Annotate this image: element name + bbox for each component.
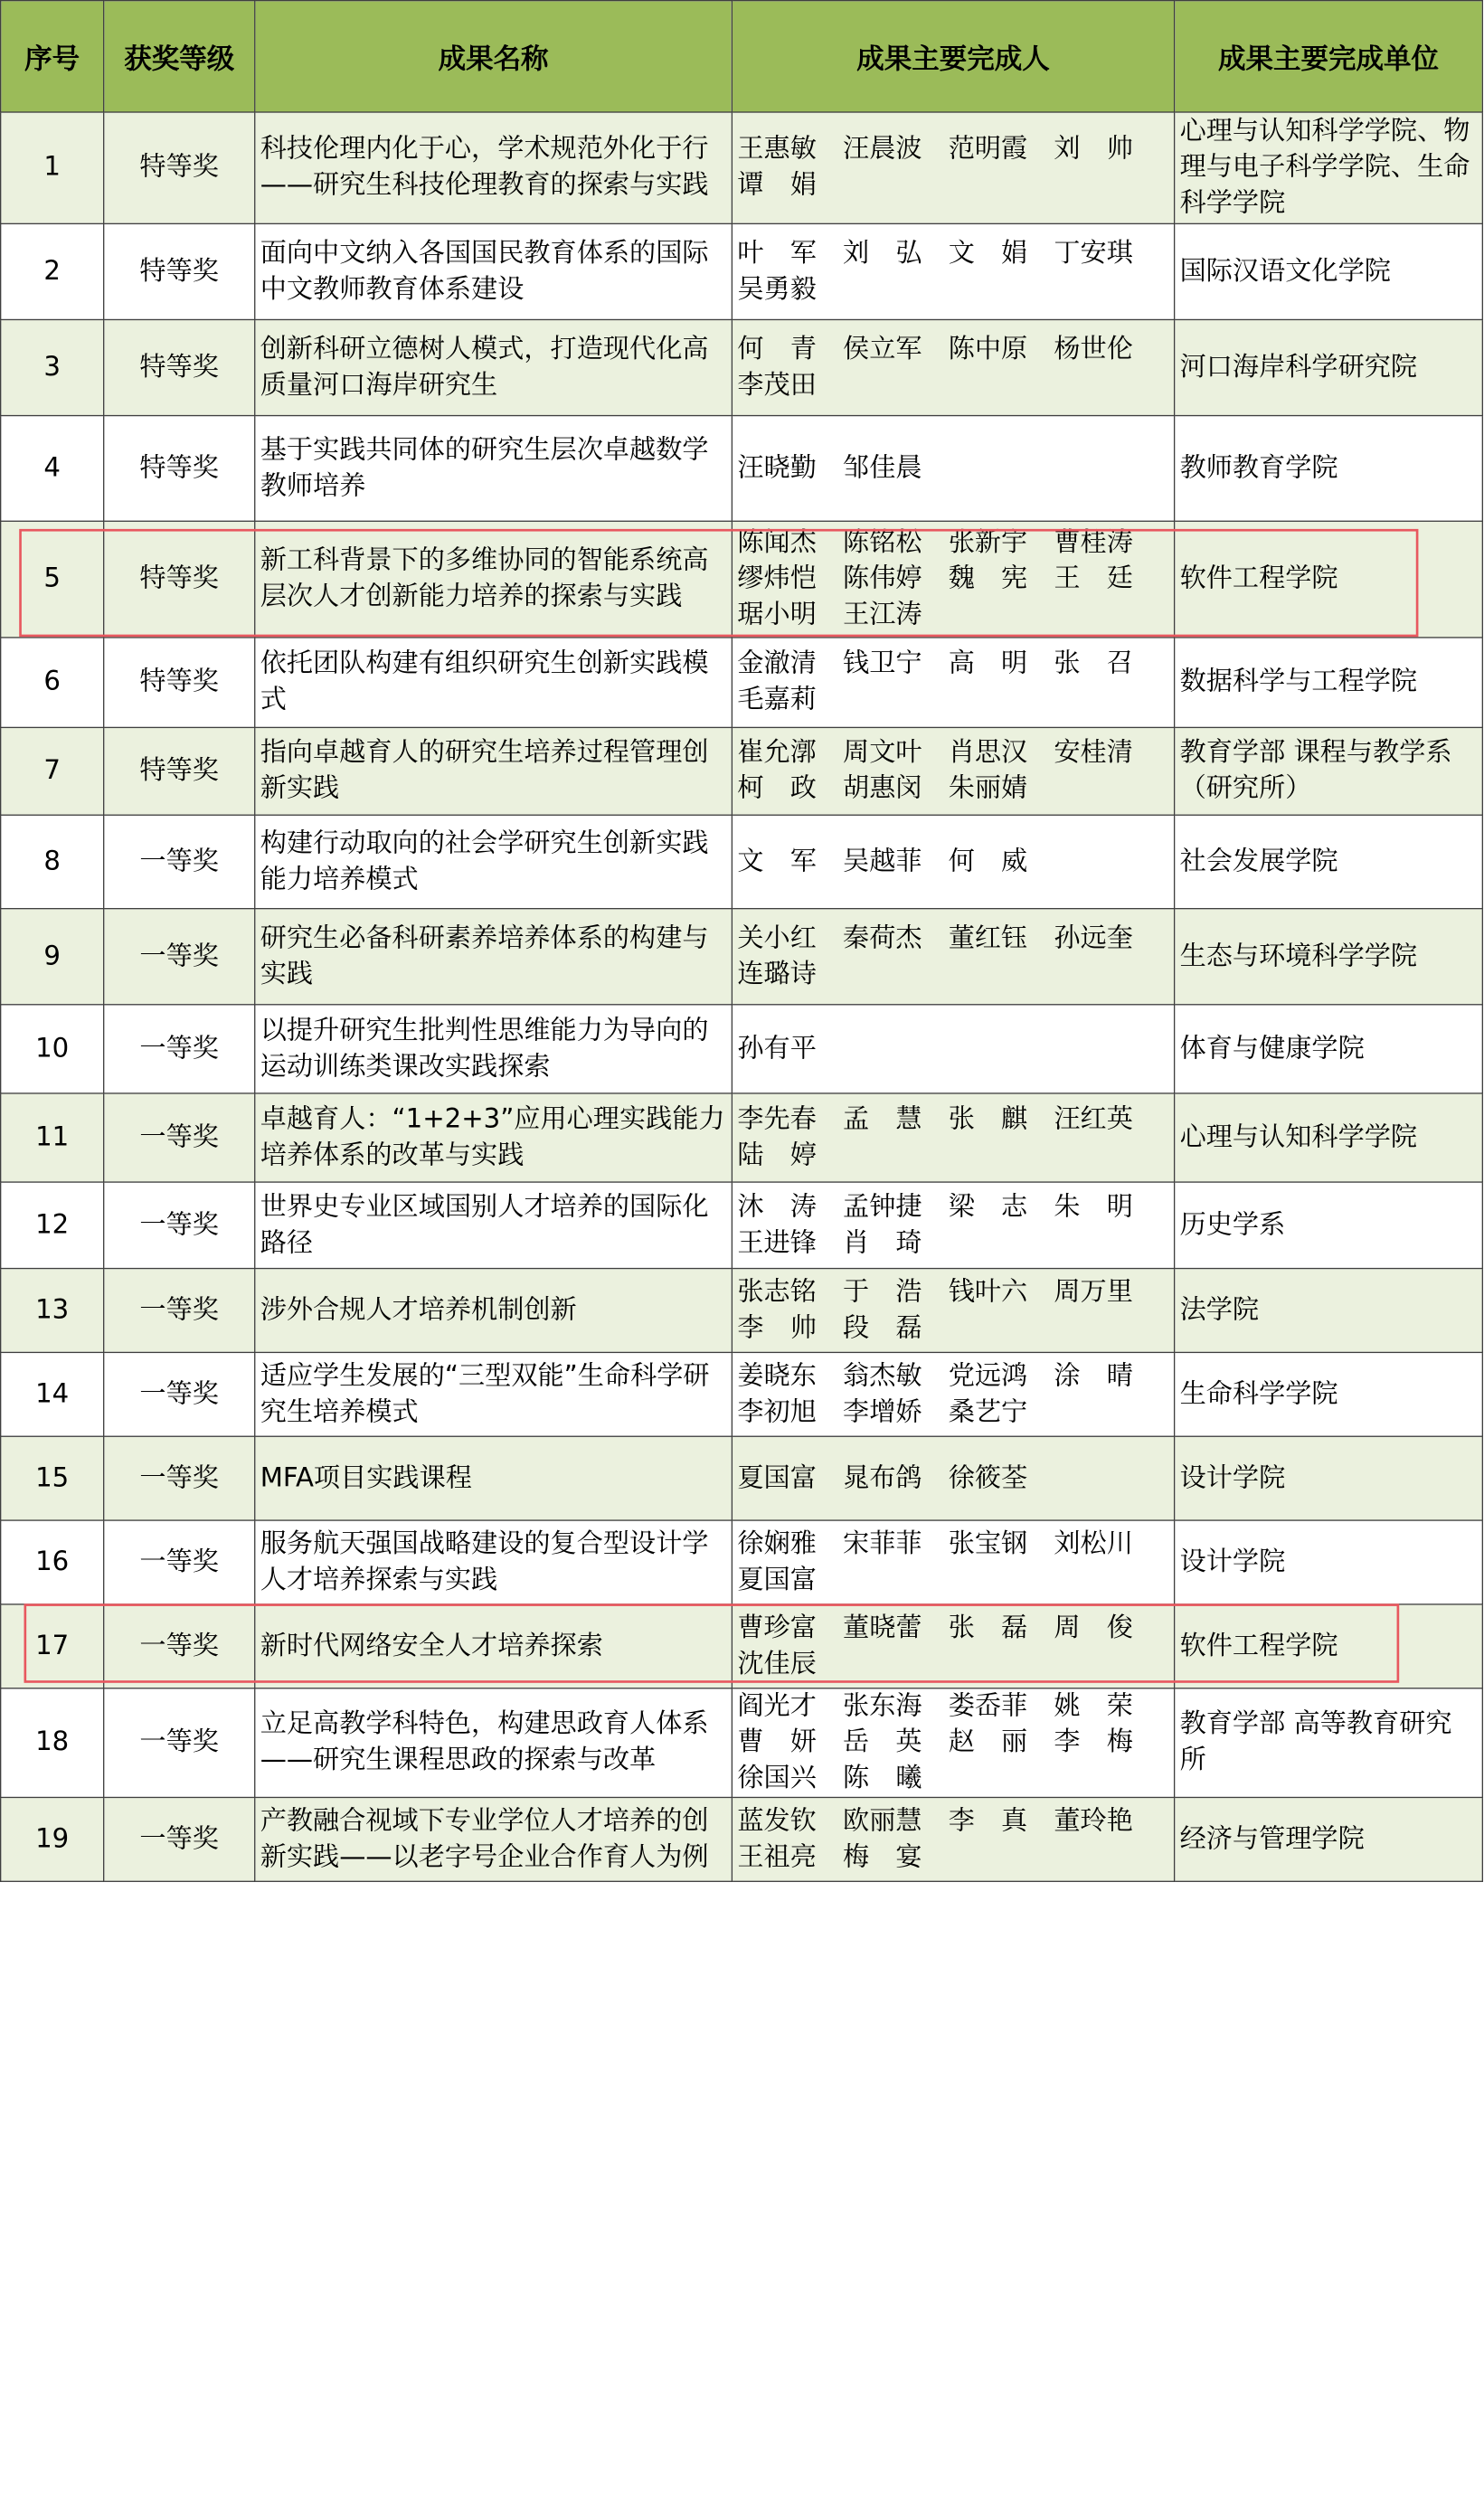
cell-achievement-title: 构建行动取向的社会学研究生创新实践能力培养模式 xyxy=(255,815,733,908)
table-row xyxy=(1,112,1483,223)
cell-no: 11 xyxy=(1,1093,104,1182)
cell-achievement-title: 服务航天强国战略建设的复合型设计学人才培养探索与实践 xyxy=(255,1520,733,1604)
table-row xyxy=(1,727,1483,815)
cell-award-level: 特等奖 xyxy=(104,638,255,727)
cell-main-contributors xyxy=(732,1005,1174,1093)
table-row xyxy=(1,1352,1483,1436)
cell-achievement-title: MFA项目实践课程 xyxy=(255,1436,733,1520)
cell-main-contributors xyxy=(732,638,1174,727)
table-row xyxy=(1,1604,1483,1688)
contributor-line: 张志铭 于 浩 钱叶六 周万里 xyxy=(737,1276,1133,1308)
contributor-line: 王祖亮 梅 宴 xyxy=(737,1841,922,1872)
cell-main-unit: 软件工程学院 xyxy=(1175,1604,1483,1688)
cell-achievement-title: 世界史专业区域国别人才培养的国际化路径 xyxy=(255,1182,733,1268)
cell-main-unit: 教育学部 高等教育研究所 xyxy=(1175,1688,1483,1798)
cell-achievement-title: 以提升研究生批判性思维能力为导向的运动训练类课改实践探索 xyxy=(255,1005,733,1093)
contributor-line: 阎光才 张东海 娄岙菲 姚 荣 xyxy=(737,1691,1133,1722)
cell-main-unit: 设计学院 xyxy=(1175,1436,1483,1520)
contributor-line: 何 青 侯立军 陈中原 杨世伦 xyxy=(737,334,1133,364)
contributor-line: 李茂田 xyxy=(737,370,817,401)
table-row xyxy=(1,1688,1483,1798)
cell-main-contributors xyxy=(732,521,1174,638)
cell-main-contributors xyxy=(732,1436,1174,1520)
cell-main-unit: 教师教育学院 xyxy=(1175,416,1483,522)
cell-main-contributors xyxy=(732,1093,1174,1182)
cell-main-unit: 心理与认知科学学院、物理与电子科学学院、生命科学学院 xyxy=(1175,112,1483,223)
cell-main-unit: 历史学系 xyxy=(1175,1182,1483,1268)
cell-award-level: 一等奖 xyxy=(104,1520,255,1604)
contributor-line: 徐娴雅 宋菲菲 张宝钢 刘松川 xyxy=(737,1528,1133,1559)
cell-main-contributors xyxy=(732,223,1174,319)
cell-achievement-title: 基于实践共同体的研究生层次卓越数学教师培养 xyxy=(255,416,733,522)
cell-achievement-title: 创新科研立德树人模式，打造现代化高质量河口海岸研究生 xyxy=(255,319,733,415)
header-achievement-title: 成果名称 xyxy=(255,1,733,112)
cell-award-level: 一等奖 xyxy=(104,1604,255,1688)
cell-main-contributors xyxy=(732,1797,1174,1881)
cell-main-contributors xyxy=(732,1688,1174,1798)
cell-achievement-title: 立足高教学科特色，构建思政育人体系——研究生课程思政的探索与改革 xyxy=(255,1688,733,1798)
table-row xyxy=(1,909,1483,1005)
cell-award-level: 一等奖 xyxy=(104,909,255,1005)
cell-achievement-title: 新时代网络安全人才培养探索 xyxy=(255,1604,733,1688)
header-main-contributors: 成果主要完成人 xyxy=(732,1,1174,112)
table-row xyxy=(1,1005,1483,1093)
contributor-line: 王进锋 肖 琦 xyxy=(737,1227,922,1258)
cell-award-level: 一等奖 xyxy=(104,1688,255,1798)
cell-award-level: 特等奖 xyxy=(104,416,255,522)
contributor-line: 汪晓勤 邹佳晨 xyxy=(737,452,922,483)
table-row xyxy=(1,1436,1483,1520)
contributor-line: 沐 涛 孟钟捷 梁 志 朱 明 xyxy=(737,1191,1133,1222)
cell-no: 10 xyxy=(1,1005,104,1093)
table-row xyxy=(1,638,1483,727)
cell-main-unit: 软件工程学院 xyxy=(1175,521,1483,638)
cell-award-level: 一等奖 xyxy=(104,1093,255,1182)
contributor-line: 缪炜恺 陈伟婷 魏 宪 王 廷 xyxy=(737,563,1133,594)
contributor-line: 李初旭 李增娇 桑艺宁 xyxy=(737,1396,1028,1427)
cell-no: 4 xyxy=(1,416,104,522)
cell-main-unit: 生命科学学院 xyxy=(1175,1352,1483,1436)
cell-award-level: 特等奖 xyxy=(104,521,255,638)
cell-no: 13 xyxy=(1,1269,104,1353)
contributor-line: 姜晓东 翁杰敏 党远鸿 涂 晴 xyxy=(737,1360,1133,1391)
contributor-line: 孙有平 xyxy=(737,1033,817,1064)
cell-achievement-title: 研究生必备科研素养培养体系的构建与实践 xyxy=(255,909,733,1005)
cell-main-unit: 国际汉语文化学院 xyxy=(1175,223,1483,319)
contributor-line: 李 帅 段 磊 xyxy=(737,1312,922,1343)
contributor-line: 金澈清 钱卫宁 高 明 张 召 xyxy=(737,648,1133,679)
contributor-line: 琚小明 王江涛 xyxy=(737,600,922,630)
cell-main-contributors xyxy=(732,112,1174,223)
cell-no: 12 xyxy=(1,1182,104,1268)
cell-no: 5 xyxy=(1,521,104,638)
cell-no: 18 xyxy=(1,1688,104,1798)
cell-main-contributors xyxy=(732,1269,1174,1353)
cell-award-level: 一等奖 xyxy=(104,815,255,908)
cell-main-unit: 生态与环境科学学院 xyxy=(1175,909,1483,1005)
table-row xyxy=(1,1093,1483,1182)
table-row xyxy=(1,521,1483,638)
cell-main-contributors xyxy=(732,909,1174,1005)
cell-no: 7 xyxy=(1,727,104,815)
contributor-line: 崔允漷 周文叶 肖思汉 安桂清 xyxy=(737,737,1133,768)
cell-no: 3 xyxy=(1,319,104,415)
cell-achievement-title: 卓越育人：“1+2+3”应用心理实践能力培养体系的改革与实践 xyxy=(255,1093,733,1182)
contributor-line: 连璐诗 xyxy=(737,959,817,989)
table-row xyxy=(1,223,1483,319)
cell-achievement-title: 新工科背景下的多维协同的智能系统高层次人才创新能力培养的探索与实践 xyxy=(255,521,733,638)
cell-main-contributors xyxy=(732,319,1174,415)
cell-main-contributors xyxy=(732,1604,1174,1688)
contributor-line: 谭 娟 xyxy=(737,170,817,201)
cell-achievement-title: 科技伦理内化于心，学术规范外化于行——研究生科技伦理教育的探索与实践 xyxy=(255,112,733,223)
table-body xyxy=(1,112,1483,1881)
contributor-line: 陆 婷 xyxy=(737,1140,817,1170)
table-header-row xyxy=(1,1,1483,112)
header-award-level: 获奖等级 xyxy=(104,1,255,112)
header-no: 序号 xyxy=(1,1,104,112)
cell-main-unit: 教育学部 课程与教学系（研究所） xyxy=(1175,727,1483,815)
contributor-line: 沈佳辰 xyxy=(737,1648,817,1679)
contributor-line: 文 军 吴越菲 何 威 xyxy=(737,846,1028,876)
cell-main-unit: 数据科学与工程学院 xyxy=(1175,638,1483,727)
cell-no: 17 xyxy=(1,1604,104,1688)
cell-main-unit: 心理与认知科学学院 xyxy=(1175,1093,1483,1182)
cell-no: 19 xyxy=(1,1797,104,1881)
cell-achievement-title: 适应学生发展的“三型双能”生命科学研究生培养模式 xyxy=(255,1352,733,1436)
cell-award-level: 一等奖 xyxy=(104,1269,255,1353)
table-row xyxy=(1,815,1483,908)
cell-main-contributors xyxy=(732,815,1174,908)
cell-no: 15 xyxy=(1,1436,104,1520)
cell-main-contributors xyxy=(732,727,1174,815)
table-row xyxy=(1,1797,1483,1881)
cell-no: 1 xyxy=(1,112,104,223)
cell-no: 8 xyxy=(1,815,104,908)
cell-main-contributors xyxy=(732,416,1174,522)
contributor-line: 李先春 孟 慧 张 麒 汪红英 xyxy=(737,1103,1133,1135)
table-row xyxy=(1,1520,1483,1604)
cell-main-contributors xyxy=(732,1520,1174,1604)
cell-award-level: 一等奖 xyxy=(104,1182,255,1268)
cell-achievement-title: 指向卓越育人的研究生培养过程管理创新实践 xyxy=(255,727,733,815)
cell-main-contributors xyxy=(732,1182,1174,1268)
contributor-line: 柯 政 胡惠闵 朱丽婧 xyxy=(737,773,1028,804)
cell-award-level: 一等奖 xyxy=(104,1005,255,1093)
cell-no: 14 xyxy=(1,1352,104,1436)
contributor-line: 曹珍富 董晓蕾 张 磊 周 俊 xyxy=(737,1613,1133,1643)
contributor-line: 王惠敏 汪晨波 范明霞 刘 帅 xyxy=(737,134,1133,165)
contributor-line: 叶 军 刘 弘 文 娟 丁安琪 xyxy=(737,238,1133,269)
cell-main-unit: 河口海岸科学研究院 xyxy=(1175,319,1483,415)
contributor-line: 夏国富 晁布鸽 徐筱荃 xyxy=(737,1462,1028,1493)
cell-award-level: 一等奖 xyxy=(104,1436,255,1520)
contributor-line: 毛嘉莉 xyxy=(737,685,817,715)
cell-main-unit: 社会发展学院 xyxy=(1175,815,1483,908)
table-row xyxy=(1,1269,1483,1353)
contributor-line: 吴勇毅 xyxy=(737,274,817,305)
contributor-line: 夏国富 xyxy=(737,1565,817,1595)
cell-no: 9 xyxy=(1,909,104,1005)
contributor-line: 徐国兴 陈 曦 xyxy=(737,1763,922,1793)
cell-award-level: 特等奖 xyxy=(104,112,255,223)
cell-award-level: 一等奖 xyxy=(104,1797,255,1881)
cell-award-level: 一等奖 xyxy=(104,1352,255,1436)
cell-main-unit: 体育与健康学院 xyxy=(1175,1005,1483,1093)
table-row xyxy=(1,1182,1483,1268)
cell-main-unit: 法学院 xyxy=(1175,1269,1483,1353)
cell-achievement-title: 依托团队构建有组织研究生创新实践模式 xyxy=(255,638,733,727)
cell-award-level: 特等奖 xyxy=(104,223,255,319)
cell-no: 16 xyxy=(1,1520,104,1604)
cell-main-unit: 经济与管理学院 xyxy=(1175,1797,1483,1881)
cell-main-contributors xyxy=(732,1352,1174,1436)
cell-main-unit: 设计学院 xyxy=(1175,1520,1483,1604)
table-row xyxy=(1,416,1483,522)
contributor-line: 关小红 秦荷杰 董红钰 孙远奎 xyxy=(737,922,1133,953)
cell-achievement-title: 产教融合视域下专业学位人才培养的创新实践——以老字号企业合作育人为例 xyxy=(255,1797,733,1881)
contributor-line: 曹 妍 岳 英 赵 丽 李 梅 xyxy=(737,1726,1133,1758)
cell-no: 2 xyxy=(1,223,104,319)
cell-achievement-title: 涉外合规人才培养机制创新 xyxy=(255,1269,733,1353)
cell-no: 6 xyxy=(1,638,104,727)
contributor-line: 陈闻杰 陈铭松 张新宇 曹桂涛 xyxy=(737,527,1133,558)
header-main-units: 成果主要完成单位 xyxy=(1175,1,1483,112)
contributor-line: 蓝发钦 欧丽慧 李 真 董玲艳 xyxy=(737,1805,1133,1836)
cell-achievement-title: 面向中文纳入各国国民教育体系的国际中文教师教育体系建设 xyxy=(255,223,733,319)
table-row xyxy=(1,319,1483,415)
cell-award-level: 特等奖 xyxy=(104,727,255,815)
cell-award-level: 特等奖 xyxy=(104,319,255,415)
